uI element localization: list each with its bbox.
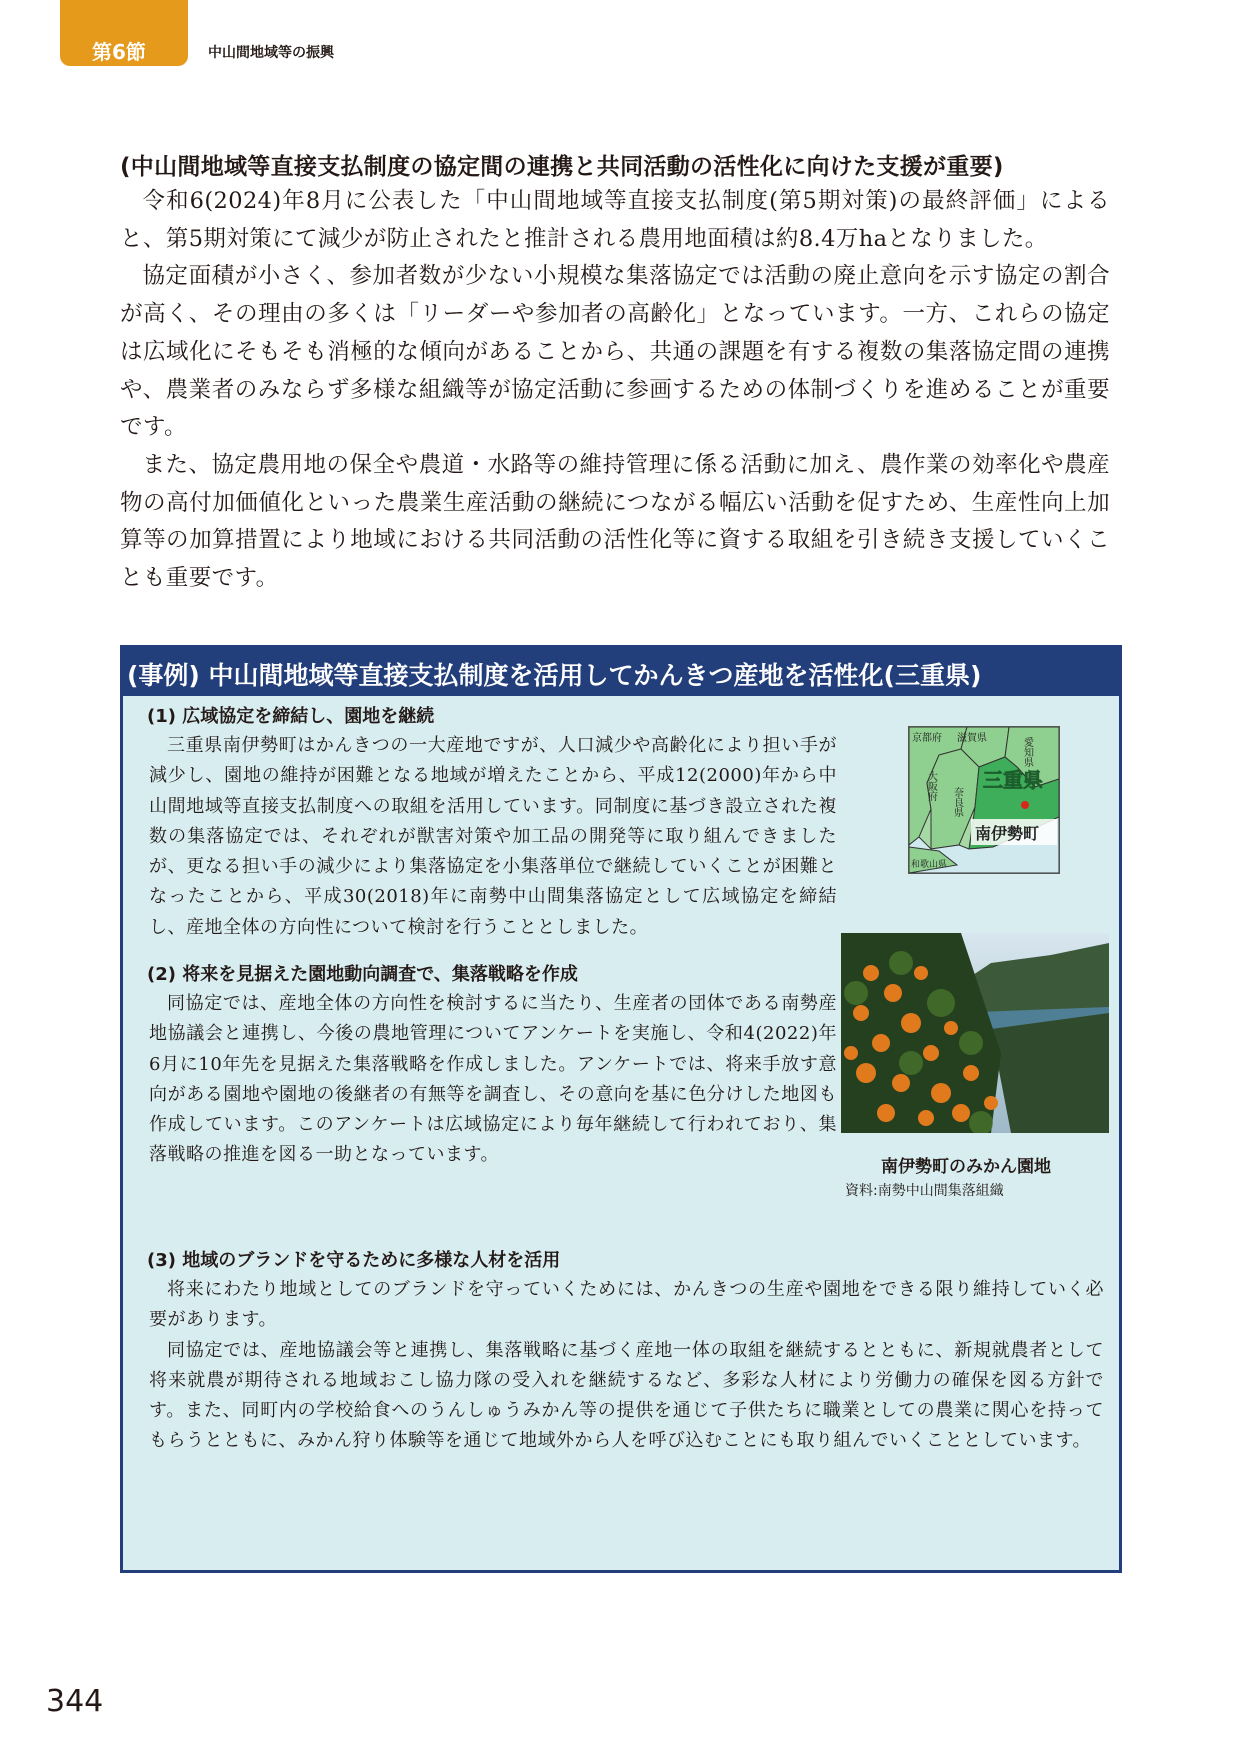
case-study-box [120,645,1122,1573]
case-study-title: (事例) 中山間地域等直接支払制度を活用してかんきつ産地を活性化(三重県) [127,661,982,690]
photo-caption: 南伊勢町のみかん園地 [881,1157,1051,1177]
section-title: 中山間地域等の振興 [208,45,334,61]
map-label: 南伊勢町 [975,824,1040,843]
case-paragraph: 同協定では、産地全体の方向性を検討するに当たり、生産者の団体である南勢産地協議会と連携し、今後の農地管理についてアンケートを実施し、令和4(2022)年6月に10年先を見据えた集落戦略を作成しました。アンケートでは、将来手放す意向がある園地や園地の後継者の有無等を調査し、その意向を基に色分けした地図も作成しています。このアンケートは広域協定により毎年継続して行われており、集落戦略の推進を図る一助となっています。 [149,993,837,1166]
case-section-heading: (2) 将来を見据えた園地動向調査で、集落戦略を作成 [147,964,578,985]
case-study-header [123,648,1119,696]
map-label: 大阪府 [925,771,937,801]
case-section-body [149,731,837,943]
case-section-body [149,1275,1104,1457]
map-label: 三重県 [983,768,1043,792]
main-heading: (中山間地域等直接支払制度の協定間の連携と共同活動の活性化に向けた支援が重要) [120,154,1004,180]
map-label: 奈良県 [951,787,963,817]
case-section-body [149,989,837,1171]
case-section-heading: (1) 広域協定を締結し、園地を継続 [147,706,435,727]
map-label: 愛知県 [1021,737,1033,767]
map-label: 和歌山県 [911,860,948,870]
main-paragraph: 協定面積が小さく、参加者数が少ない小規模な集落協定では活動の廃止意向を示す協定の割合が高く、その理由の多くは「リーダーや参加者の高齢化」となっています。一方、これらの協定は広域化にそもそも消極的な傾向があることから、共通の課題を有する複数の集落協定間の連携や、農業者のみならず多様な組織等が協定活動に参画するための体制づくりを進めることが重要です。 [120,263,1110,441]
main-body [120,183,1110,598]
case-paragraph: 将来にわたり地域としてのブランドを守っていくためには、かんきつの生産や園地をできる限り維持していく必要があります。 [149,1279,1104,1331]
map-illustration [909,727,1059,873]
map-label: 滋賀県 [957,733,987,744]
section-tab [60,0,188,66]
case-section-heading: (3) 地域のブランドを守るために多様な人材を活用 [147,1250,561,1271]
map-label: 京都府 [912,733,942,744]
case-paragraph: 三重県南伊勢町はかんきつの一大産地ですが、人口減少や高齢化により担い手が減少し、園地の維持が困難となる地域が増えたことから、平成12(2000)年から中山間地域等直接支払制度への取組を活用しています。同制度に基づき設立された複数の集落協定では、それぞれが獣害対策や加工品の開発等に取り組んできましたが、更なる担い手の減少により集落協定を小集落単位で継続していくことが困難となったことから、平成30(2018)年に南勢中山間集落協定として広域協定を締結し、産地全体の方向性について検討を行うこととしました。 [149,735,837,938]
section-label: 第6節 [92,40,146,64]
main-paragraph: 令和6(2024)年8月に公表した「中山間地域等直接支払制度(第5期対策)の最終評価」によると、第5期対策にて減少が防止されたと推計される農用地面積は約8.4万haとなりました。 [120,188,1110,252]
orchard-photo [841,933,1109,1133]
location-map [908,726,1060,874]
main-paragraph: また、協定農用地の保全や農道・水路等の維持管理に係る活動に加え、農作業の効率化や農産物の高付加価値化といった農業生産活動の継続につながる幅広い活動を促すため、生産性向上加算等の加算措置により地域における共同活動の活性化等に資する取組を引き続き支援していくことも重要です。 [120,451,1110,592]
orchard-photo-illustration [841,933,1109,1133]
case-paragraph: 同協定では、産地協議会等と連携し、集落戦略に基づく産地一体の取組を継続するとともに、新規就農者として将来就農が期待される地域おこし協力隊の受入れを継続するなど、多彩な人材により労働力の確保を図る方針です。また、同町内の学校給食へのうんしゅうみかん等の提供を通じて子供たちに職業としての農業に関心を持ってもらうとともに、みかん狩り体験等を通じて地域外から人を呼び込むことにも取り組んでいくこととしています。 [149,1339,1104,1452]
photo-source: 資料:南勢中山間集落組織 [845,1183,1004,1199]
page-number: 344 [46,1684,104,1719]
